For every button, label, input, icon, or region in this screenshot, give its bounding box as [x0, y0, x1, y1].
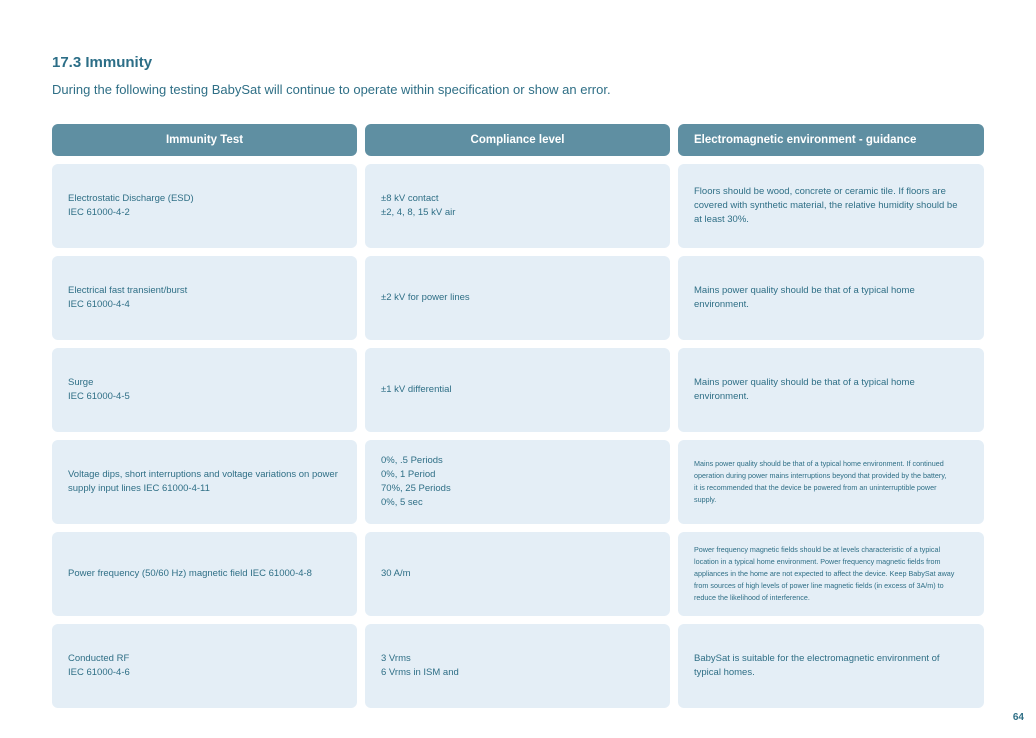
guidance-cell [678, 532, 984, 616]
guidance-text: Power frequency magnetic fields should be at levels characteristic of a typical location in a typical home environment. Power frequency magnetic fields from appliances in the home are not expected to affect the device. Keep BabySat away from sources of high levels of power line magnetic fields (in excess of 3A/m) to reduce the likelihood of interference. [694, 545, 955, 602]
compliance-cell [365, 624, 670, 708]
test-text: Voltage dips, short interruptions and voltage variations on power supply input lines IEC 61000-4-11 [68, 469, 338, 494]
header-guidance: Electromagnetic environment - guidance [678, 124, 984, 156]
table-body [52, 164, 984, 708]
compliance-text: 3 Vrms 6 Vrms in ISM and [381, 653, 459, 678]
table-row [52, 348, 984, 432]
compliance-cell [365, 532, 670, 616]
table-header-row [52, 124, 984, 156]
compliance-cell [365, 440, 670, 524]
test-cell [52, 348, 357, 432]
test-cell [52, 624, 357, 708]
intro-text: During the following testing BabySat will continue to operate within specification or show an error. [52, 82, 611, 97]
table-row [52, 256, 984, 340]
test-text: Conducted RF IEC 61000-4-6 [68, 653, 130, 678]
compliance-text: 0%, .5 Periods 0%, 1 Period 70%, 25 Periods 0%, 5 sec [381, 455, 451, 508]
table-row [52, 532, 984, 616]
guidance-cell [678, 164, 984, 248]
header-compliance-level: Compliance level [365, 124, 670, 156]
test-text: Electrical fast transient/burst IEC 61000-4-4 [68, 285, 188, 310]
compliance-text: ±1 kV differential [381, 384, 452, 395]
compliance-cell [365, 164, 670, 248]
table-row [52, 440, 984, 524]
guidance-text: Mains power quality should be that of a typical home environment. If continued operation during power mains interruptions beyond that provided by the battery, it is recommended that the device be powered from an uninterruptible power supply. [694, 459, 947, 504]
test-text: Surge IEC 61000-4-5 [68, 377, 130, 402]
compliance-cell [365, 256, 670, 340]
guidance-cell [678, 256, 984, 340]
immunity-table [52, 124, 984, 708]
table-row [52, 164, 984, 248]
compliance-text: ±2 kV for power lines [381, 292, 470, 303]
guidance-text: Mains power quality should be that of a typical home environment. [694, 377, 915, 402]
section-title: 17.3 Immunity [52, 54, 153, 71]
compliance-cell [365, 348, 670, 432]
guidance-text: Mains power quality should be that of a typical home environment. [694, 285, 915, 310]
guidance-cell [678, 440, 984, 524]
test-cell [52, 164, 357, 248]
guidance-text: Floors should be wood, concrete or ceramic tile. If floors are covered with synthetic material, the relative humidity should be at least 30%. [694, 186, 958, 225]
test-cell [52, 440, 357, 524]
compliance-text: 30 A/m [381, 568, 411, 579]
guidance-cell [678, 348, 984, 432]
test-text: Power frequency (50/60 Hz) magnetic field IEC 61000-4-8 [68, 568, 312, 579]
test-text: Electrostatic Discharge (ESD) IEC 61000-4-2 [68, 193, 194, 218]
table-row [52, 624, 984, 708]
header-immunity-test: Immunity Test [52, 124, 357, 156]
compliance-text: ±8 kV contact ±2, 4, 8, 15 kV air [381, 193, 456, 218]
page-number: 64 [1012, 712, 1024, 723]
guidance-text: BabySat is suitable for the electromagnetic environment of typical homes. [694, 653, 940, 678]
guidance-cell [678, 624, 984, 708]
test-cell [52, 256, 357, 340]
test-cell [52, 532, 357, 616]
